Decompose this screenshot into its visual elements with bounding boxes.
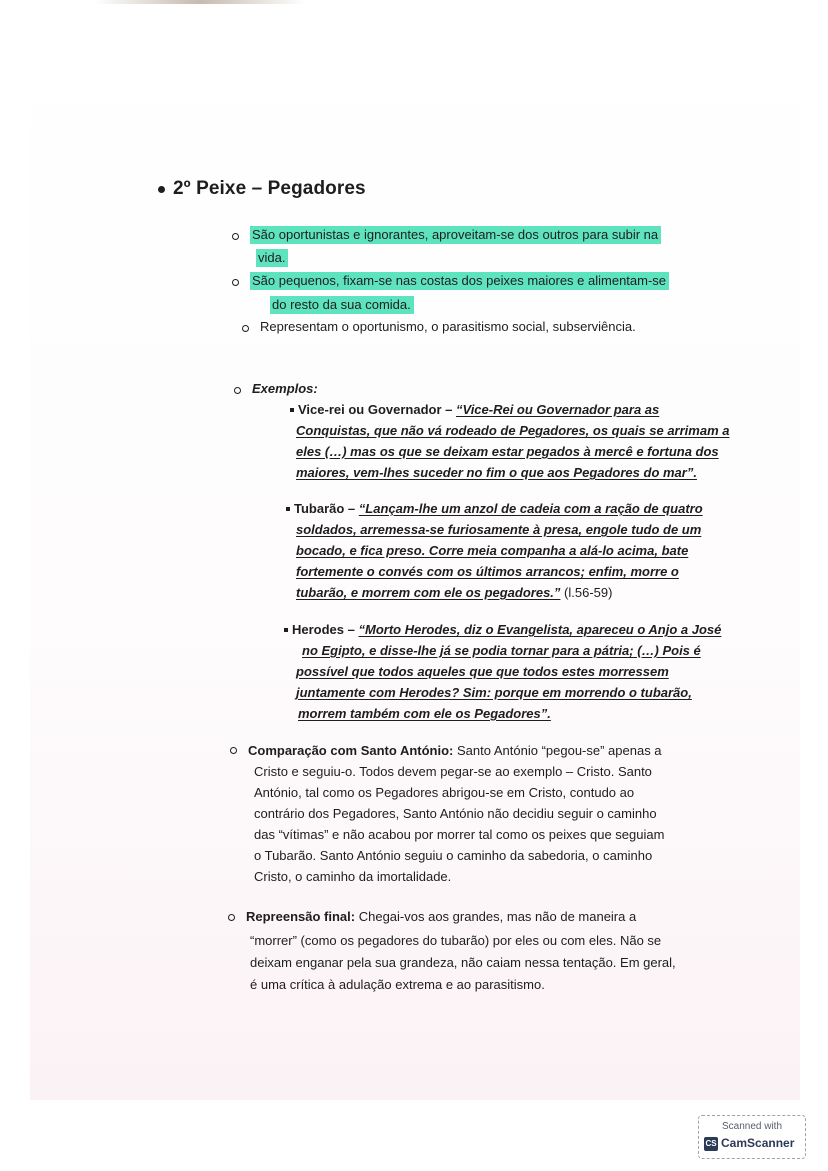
comparison-line-5: das “vítimas” e não acabou por morrer tal como os peixes que seguiam	[254, 827, 665, 842]
example-2-line-4: fortemente o convés com os últimos arrancos; enfim, morre o	[296, 564, 679, 579]
quote-reference: (l.56-59)	[564, 585, 613, 600]
camscanner-watermark	[698, 1115, 806, 1159]
comparison-line-3: António, tal como os Pegadores abrigou-se em Cristo, contudo ao	[254, 785, 635, 800]
reprehension-line-2: “morrer” (como os pegadores do tubarão) por eles ou com eles. Não se	[250, 933, 662, 948]
camscanner-logo-icon: CS	[704, 1137, 718, 1151]
example-2-line-5: tubarão, e morrem com ele os pegadores.” (l.56-59)	[296, 585, 613, 600]
example-3-line-3: possível que todos aqueles que que todos estes morressem	[296, 664, 669, 679]
heading-text: 2º Peixe – Pegadores	[173, 178, 366, 199]
example-3-line-1: Herodes – “Morto Herodes, diz o Evangelista, apareceu o Anjo a José	[284, 621, 721, 638]
heading-bullet-icon	[158, 186, 165, 193]
example-1-line-2: Conquistas, que não vá rodeado de Pegadores, os quais se arrimam a	[296, 423, 730, 438]
comparison-line-2: Cristo e seguiu-o. Todos devem pegar-se ao exemplo – Cristo. Santo	[254, 764, 652, 779]
circle-bullet-icon	[228, 914, 235, 921]
example-3-line-5: morrem também com ele os Pegadores”.	[298, 706, 551, 721]
example-1-line-1: Vice-rei ou Governador – “Vice-Rei ou Governador para as	[290, 401, 659, 418]
section-heading	[158, 178, 366, 200]
comparison-line-6: o Tubarão. Santo António seguiu o caminho da sabedoria, o caminho	[254, 848, 653, 863]
examples-label: Exemplos:	[252, 381, 318, 396]
square-bullet-icon	[286, 507, 290, 511]
reprehension-line-4: é uma crítica à adulação extrema e ao parasitismo.	[250, 977, 545, 992]
watermark-brand: CamScanner	[721, 1136, 795, 1150]
trait-1-line-1: São oportunistas e ignorantes, aproveitam-se dos outros para subir na	[250, 226, 661, 243]
circle-bullet-icon	[234, 387, 241, 394]
circle-bullet-icon	[232, 279, 239, 286]
square-bullet-icon	[290, 408, 294, 412]
trait-2-line-2: do resto da sua comida.	[270, 296, 414, 313]
example-2-line-3: bocado, e fica preso. Corre meia companha a alá-lo acima, bate	[296, 543, 689, 558]
example-2-line-2: soldados, arremessa-se furiosamente à presa, engole tudo de um	[296, 522, 702, 537]
example-1-line-3: eles (…) mas os que se deixam estar pegados à mercê e fortuna dos	[296, 444, 719, 459]
circle-bullet-icon	[230, 747, 237, 754]
reprehension-line-1: Repreensão final: Chegai-vos aos grandes, mas não de maneira a	[246, 909, 637, 924]
trait-3-line: Representam o oportunismo, o parasitismo social, subserviência.	[260, 319, 636, 334]
example-2-line-1: Tubarão – “Lançam-lhe um anzol de cadeia com a ração de quatro	[286, 500, 703, 517]
circle-bullet-icon	[232, 233, 239, 240]
comparison-line-1: Comparação com Santo António: Santo António “pegou-se” apenas a	[248, 743, 662, 758]
example-1-line-4: maiores, vem-lhes suceder no fim o que aos Pegadores do mar”.	[296, 465, 697, 480]
square-bullet-icon	[284, 628, 288, 632]
example-3-line-4: juntamente com Herodes? Sim: porque em morrendo o tubarão,	[296, 685, 692, 700]
example-3-line-2: no Egipto, e disse-lhe já se podia tornar para a pátria; (…) Pois é	[302, 643, 701, 658]
scan-edge-smudge	[95, 0, 305, 4]
circle-bullet-icon	[242, 325, 249, 332]
comparison-line-4: contrário dos Pegadores, Santo António não decidiu seguir o caminho	[254, 806, 657, 821]
comparison-line-7: Cristo, o caminho da imortalidade.	[254, 869, 452, 884]
trait-1-line-2: vida.	[256, 249, 288, 266]
trait-2-line-1: São pequenos, fixam-se nas costas dos peixes maiores e alimentam-se	[250, 272, 669, 289]
reprehension-line-3: deixam enganar pela sua grandeza, não caiam nessa tentação. Em geral,	[250, 955, 676, 970]
watermark-caption: Scanned with	[721, 1121, 783, 1132]
